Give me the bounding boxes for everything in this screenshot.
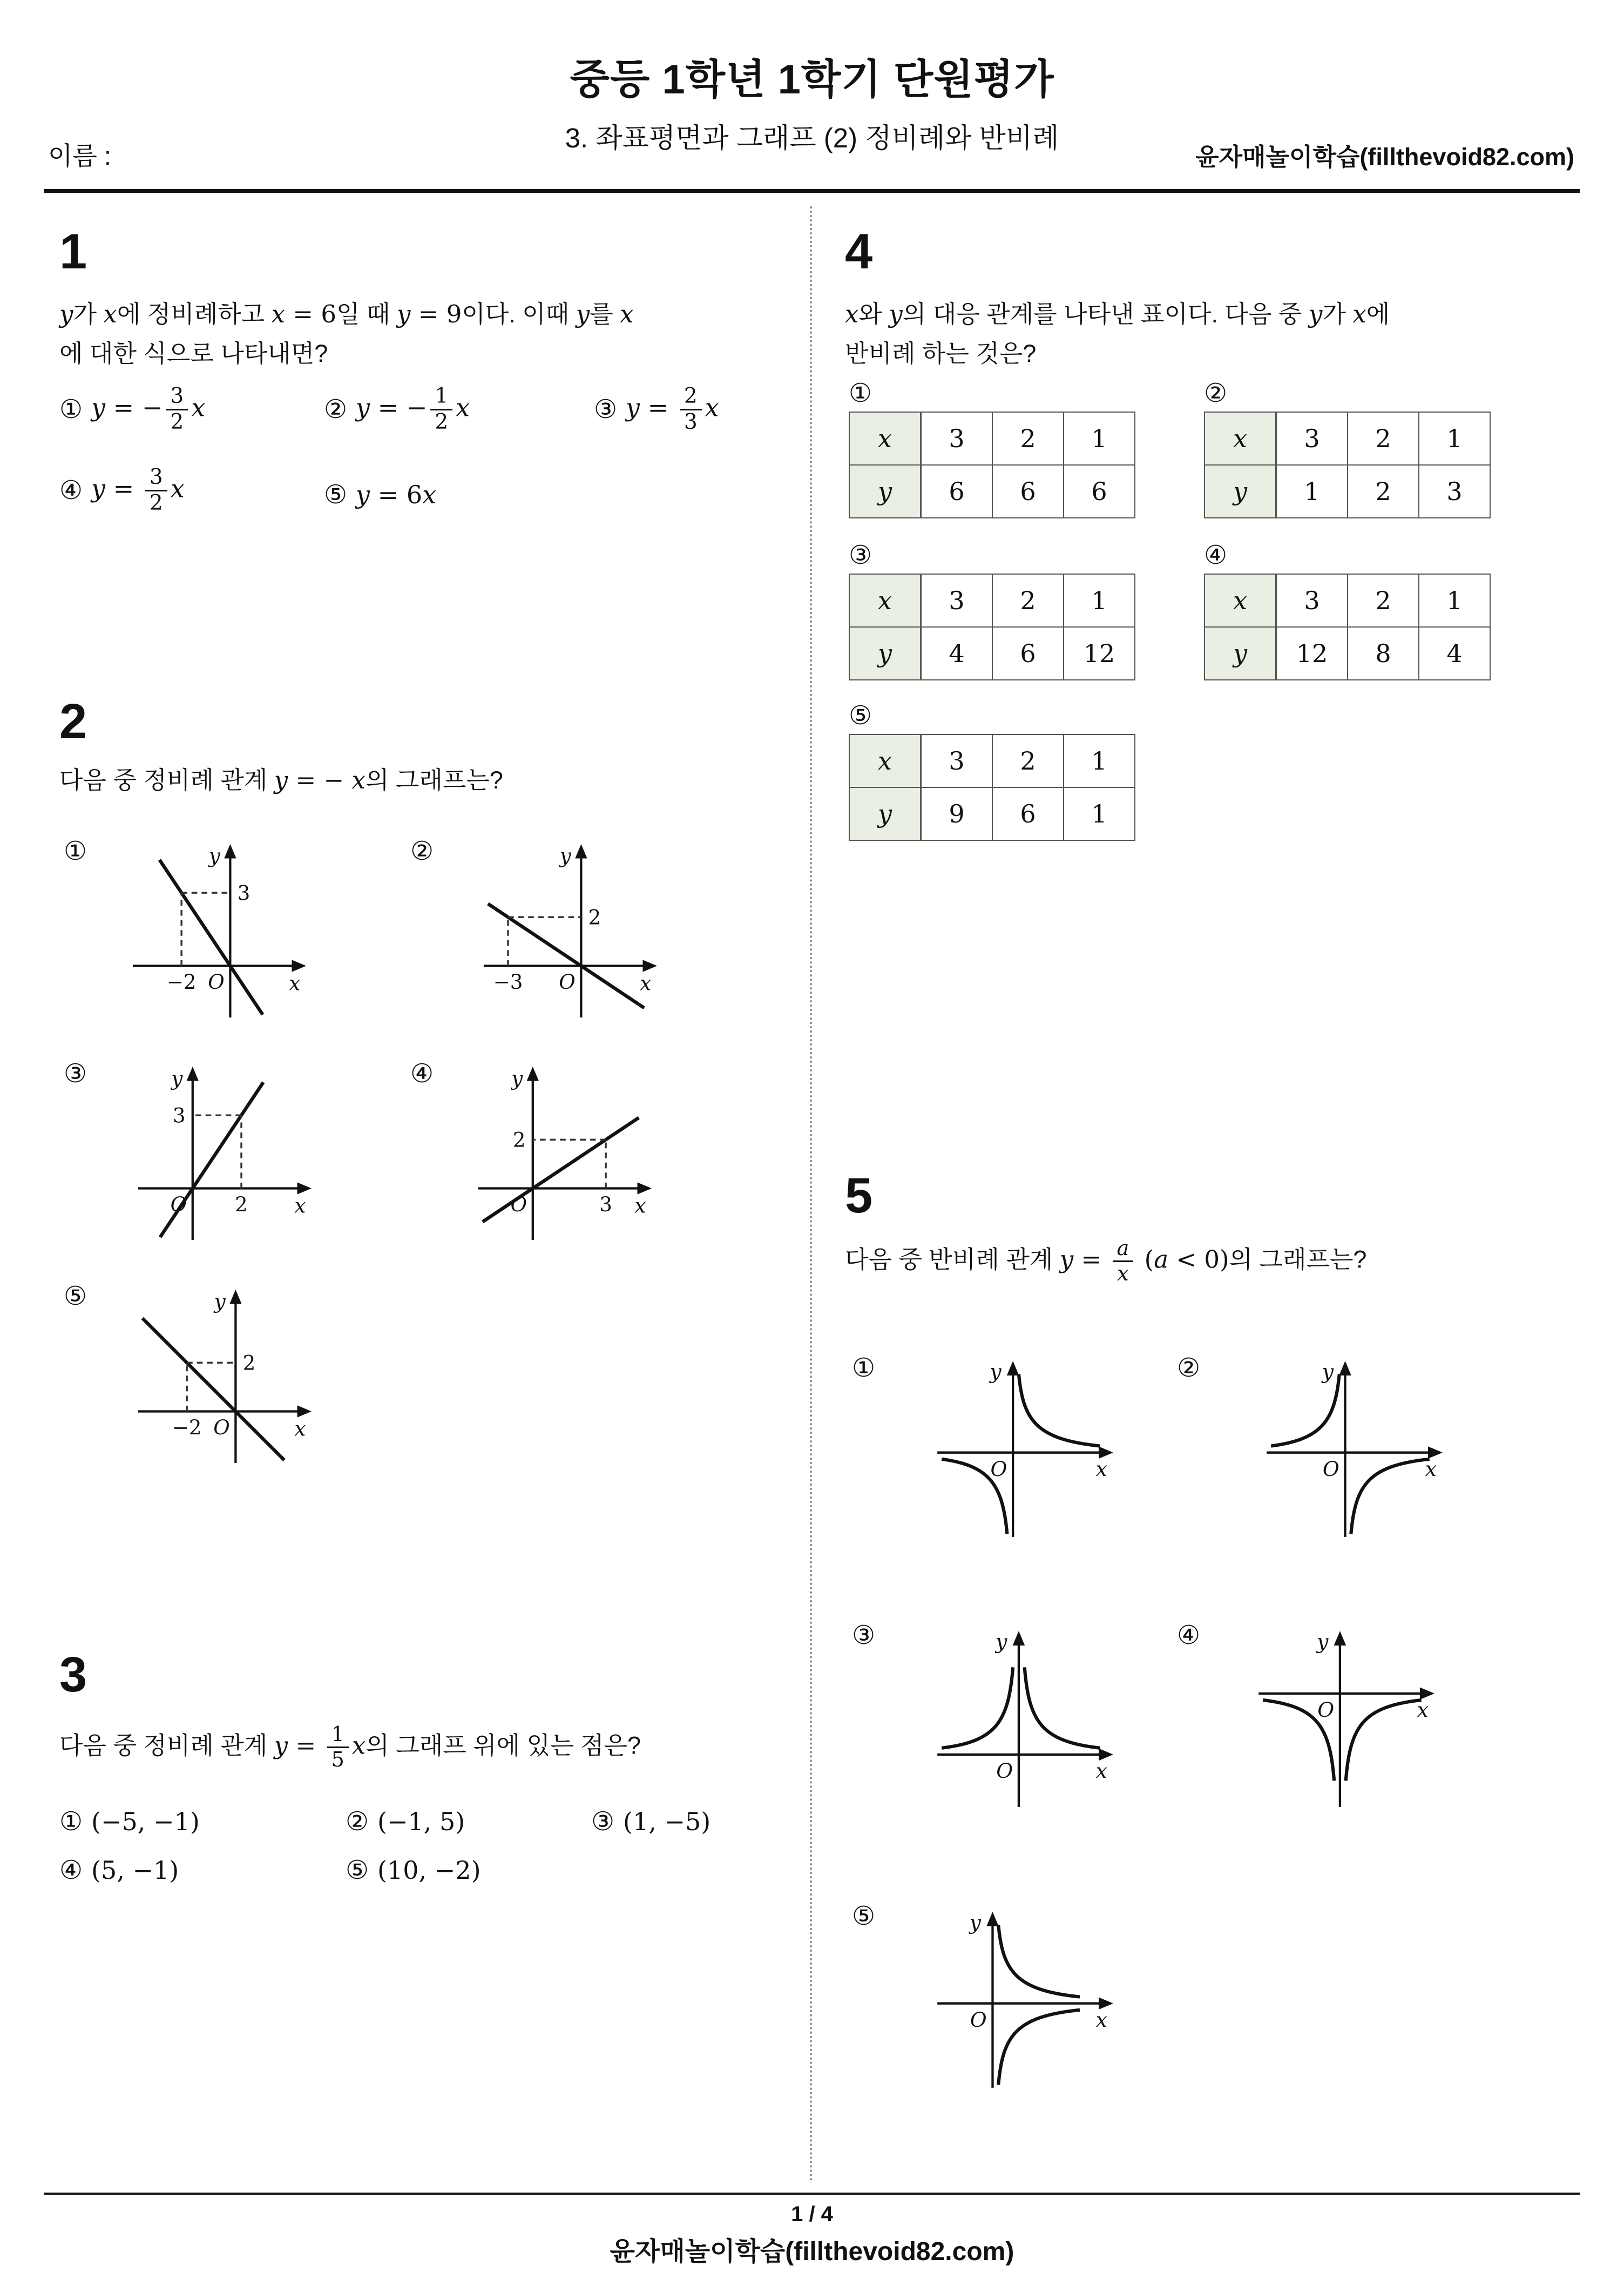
q4-table-3	[849, 574, 1135, 680]
page-number: 1 / 4	[791, 2202, 833, 2226]
q3-option-2	[346, 1806, 465, 1837]
svg-text:x: x	[294, 1194, 306, 1218]
table-value-cell: 3	[921, 574, 993, 627]
svg-text:y: y	[1317, 1629, 1329, 1654]
table-value-cell: 3	[921, 412, 993, 465]
q5-graph-1-marker: ①	[852, 1353, 876, 1383]
q1-option-2	[324, 385, 470, 435]
q4-number: 4	[845, 224, 873, 279]
column-divider	[810, 206, 812, 2183]
fraction: $\frac{2}{3}$	[680, 385, 702, 435]
table-var-cell: x	[1205, 412, 1276, 465]
relation-table	[1204, 574, 1491, 680]
q2-graph-3	[130, 1062, 316, 1251]
svg-text:−2: −2	[172, 1416, 202, 1439]
table-value-cell: 3	[1276, 412, 1348, 465]
q2-graph-5	[130, 1285, 316, 1474]
q4-table-5-marker: ⑤	[849, 700, 872, 731]
svg-text:x: x	[294, 1417, 306, 1441]
table-value-cell: 3	[921, 734, 993, 787]
q2-graph-5-marker: ⑤	[64, 1281, 87, 1311]
svg-text:y: y	[511, 1067, 523, 1090]
q5-graph-4-marker: ④	[1177, 1620, 1201, 1650]
table-value-cell: 4	[921, 627, 993, 680]
svg-text:y: y	[214, 1290, 226, 1313]
q2-graph-3-marker: ③	[64, 1058, 87, 1089]
q4-table-1-marker: ①	[849, 378, 872, 408]
svg-text:3: 3	[172, 1104, 186, 1128]
relation-table	[849, 734, 1135, 841]
table-var-cell: x	[1205, 574, 1276, 627]
table-value-cell: 1	[1064, 412, 1135, 465]
svg-text:O: O	[990, 1456, 1007, 1481]
table-value-cell: 2	[1348, 574, 1419, 627]
svg-text:y: y	[171, 1067, 183, 1090]
q1-option-3-formula: y = $\frac{2}{3}$ x	[626, 384, 719, 434]
table-value-cell: 6	[1064, 465, 1135, 518]
q5-question: 다음 중 반비례 관계 y = $\frac{a}{x}$ (a < 0)의 그래프는?	[845, 1236, 1367, 1286]
q5-number: 5	[845, 1168, 873, 1223]
svg-text:x: x	[1095, 1456, 1108, 1481]
q1-option-4-formula: y = $\frac{3}{2}$ x	[91, 465, 185, 515]
q4-table-2-marker: ②	[1204, 378, 1228, 408]
fraction: $\frac{3}{2}$	[166, 385, 188, 435]
svg-text:2: 2	[235, 1193, 248, 1216]
table-value-cell: 6	[921, 465, 993, 518]
q1-option-4	[59, 466, 185, 516]
table-var-cell: y	[1205, 627, 1276, 680]
relation-table	[1204, 412, 1491, 518]
footer-rule	[44, 2193, 1580, 2195]
q1-option-1	[59, 385, 205, 435]
svg-text:y: y	[559, 844, 571, 868]
table-value-cell: 6	[992, 627, 1064, 680]
table-var-cell: y	[849, 627, 921, 680]
table-value-cell: 1	[1276, 465, 1348, 518]
q3-option-3	[591, 1806, 710, 1837]
q1-option-5	[324, 480, 436, 510]
q3-question: 다음 중 정비례 관계 y = $\frac{1}{5}$ x의 그래프 위에 있는 점은?	[59, 1722, 641, 1772]
q4-table-4	[1204, 574, 1491, 680]
q3-option-5-value: (10, −2)	[377, 1856, 481, 1885]
q1-number: 1	[59, 224, 87, 279]
q3-option-1	[59, 1806, 200, 1837]
q3-option-4-marker: ④	[59, 1855, 83, 1885]
q3-option-4	[59, 1855, 179, 1885]
table-value-cell: 3	[1276, 574, 1348, 627]
q1-option-5-marker: ⑤	[324, 480, 348, 510]
svg-text:y: y	[990, 1359, 1002, 1384]
brand-text: 윤자매놀이학습(fillthevoid82.com)	[1195, 143, 1574, 171]
svg-text:O: O	[510, 1193, 527, 1216]
q4-table-2	[1204, 412, 1491, 518]
svg-text:y: y	[996, 1629, 1007, 1654]
svg-text:O: O	[213, 1416, 230, 1439]
q2-number: 2	[59, 694, 87, 749]
table-value-cell: 1	[1419, 574, 1490, 627]
q1-text-line-1: y가 x에 정비례하고 x = 6일 때 y = 9이다. 이때 y를 x	[59, 300, 634, 328]
q3-option-5	[346, 1855, 481, 1885]
table-var-cell: y	[849, 465, 921, 518]
svg-text:y: y	[1322, 1359, 1334, 1384]
q5-graph-3	[929, 1627, 1118, 1818]
q3-option-2-value: (−1, 5)	[377, 1807, 465, 1836]
svg-text:3: 3	[599, 1193, 612, 1216]
header-rule	[44, 189, 1580, 193]
q2-graph-2-marker: ②	[410, 836, 434, 866]
table-value-cell: 1	[1064, 574, 1135, 627]
svg-text:2: 2	[512, 1128, 526, 1152]
svg-text:x: x	[1417, 1697, 1429, 1722]
svg-text:O: O	[208, 970, 225, 994]
table-var-cell: x	[849, 574, 921, 627]
table-value-cell: 6	[992, 465, 1064, 518]
q3-option-3-value: (1, −5)	[623, 1807, 711, 1836]
svg-text:x: x	[1095, 1759, 1108, 1783]
svg-text:−3: −3	[493, 970, 523, 994]
svg-text:y: y	[969, 1910, 981, 1934]
table-value-cell: 2	[1348, 465, 1419, 518]
q2-graph-1-marker: ①	[64, 836, 87, 866]
svg-text:O: O	[1317, 1697, 1335, 1722]
table-var-cell: x	[849, 734, 921, 787]
q1-option-3	[594, 385, 719, 435]
svg-text:2: 2	[242, 1351, 256, 1375]
q5-graph-5-marker: ⑤	[852, 1901, 876, 1931]
svg-text:x: x	[289, 972, 301, 995]
q4-text-line-2: 반비례 하는 것은?	[845, 340, 1037, 367]
q1-option-4-marker: ④	[59, 475, 83, 506]
svg-text:3: 3	[237, 881, 251, 905]
fraction: $\frac{1}{5}$	[327, 1723, 349, 1772]
fraction: $\frac{3}{2}$	[145, 466, 167, 516]
table-value-cell: 8	[1348, 627, 1419, 680]
q1-option-1-formula: y = − $\frac{3}{2}$ x	[91, 384, 206, 434]
svg-text:x: x	[640, 972, 652, 995]
table-value-cell: 4	[1419, 627, 1490, 680]
svg-text:x: x	[1425, 1456, 1437, 1481]
table-value-cell: 9	[921, 787, 993, 840]
q5-graph-5	[929, 1907, 1118, 2099]
table-value-cell: 1	[1064, 734, 1135, 787]
q1-option-2-formula: y = − $\frac{1}{2}$ x	[356, 384, 470, 434]
table-value-cell: 2	[992, 574, 1064, 627]
q2-graph-2	[475, 840, 661, 1029]
table-value-cell: 1	[1419, 412, 1490, 465]
relation-table	[849, 412, 1135, 518]
relation-table	[849, 574, 1135, 680]
q5-graph-2-marker: ②	[1177, 1353, 1201, 1383]
q2-graph-4-marker: ④	[410, 1058, 434, 1089]
q3-option-1-value: (−5, −1)	[91, 1807, 200, 1836]
svg-text:O: O	[559, 970, 576, 994]
table-value-cell: 12	[1064, 627, 1135, 680]
svg-text:x: x	[1095, 2007, 1108, 2032]
table-value-cell: 2	[992, 734, 1064, 787]
q1-option-2-marker: ②	[324, 394, 348, 425]
q2-question: 다음 중 정비례 관계 y = − x의 그래프는?	[59, 766, 503, 794]
q3-number: 3	[59, 1647, 87, 1702]
svg-text:−2: −2	[166, 970, 197, 994]
q3-option-1-marker: ①	[59, 1806, 83, 1837]
q5-graph-4	[1250, 1627, 1439, 1818]
q3-option-2-marker: ②	[346, 1806, 369, 1837]
q4-table-4-marker: ④	[1204, 540, 1228, 570]
table-value-cell: 1	[1064, 787, 1135, 840]
q3-option-5-marker: ⑤	[346, 1855, 369, 1885]
q2-graph-4	[470, 1062, 656, 1251]
q3-option-3-marker: ③	[591, 1806, 615, 1837]
svg-text:O: O	[996, 1759, 1013, 1783]
q5-graph-2	[1258, 1357, 1447, 1548]
q1-option-5-formula: y = 6x	[356, 480, 437, 509]
svg-text:O: O	[970, 2007, 987, 2032]
name-label: 이름 :	[48, 141, 111, 170]
q2-graph-1	[124, 840, 310, 1029]
svg-text:2: 2	[588, 906, 601, 929]
q4-table-5	[849, 734, 1135, 841]
page-subtitle: 3. 좌표평면과 그래프 (2) 정비례와 반비례	[565, 123, 1059, 153]
table-value-cell: 3	[1419, 465, 1490, 518]
q1-option-3-marker: ③	[594, 394, 618, 425]
table-var-cell: x	[849, 412, 921, 465]
table-value-cell: 6	[992, 787, 1064, 840]
table-value-cell: 2	[992, 412, 1064, 465]
q4-text-line-1: x와 y의 대응 관계를 나타낸 표이다. 다음 중 y가 x에	[845, 300, 1390, 328]
q1-option-1-marker: ①	[59, 394, 83, 425]
table-value-cell: 2	[1348, 412, 1419, 465]
q5-graph-1	[929, 1357, 1118, 1548]
q4-table-1	[849, 412, 1135, 518]
table-var-cell: y	[1205, 465, 1276, 518]
svg-text:O: O	[1322, 1456, 1339, 1481]
table-value-cell: 12	[1276, 627, 1348, 680]
q5-graph-3-marker: ③	[852, 1620, 876, 1650]
q3-option-4-value: (5, −1)	[91, 1856, 179, 1885]
q1-text-line-2: 에 대한 식으로 나타내면?	[59, 340, 328, 367]
svg-text:x: x	[634, 1194, 646, 1218]
fraction: $\frac{a}{x}$	[1113, 1237, 1134, 1286]
svg-text:y: y	[208, 844, 220, 868]
svg-text:O: O	[170, 1193, 187, 1216]
table-var-cell: y	[849, 787, 921, 840]
page-title: 중등 1학년 1학기 단원평가	[570, 57, 1054, 103]
fraction: $\frac{1}{2}$	[430, 385, 452, 435]
q4-table-3-marker: ③	[849, 540, 872, 570]
footer-brand: 윤자매놀이학습(fillthevoid82.com)	[610, 2237, 1014, 2266]
